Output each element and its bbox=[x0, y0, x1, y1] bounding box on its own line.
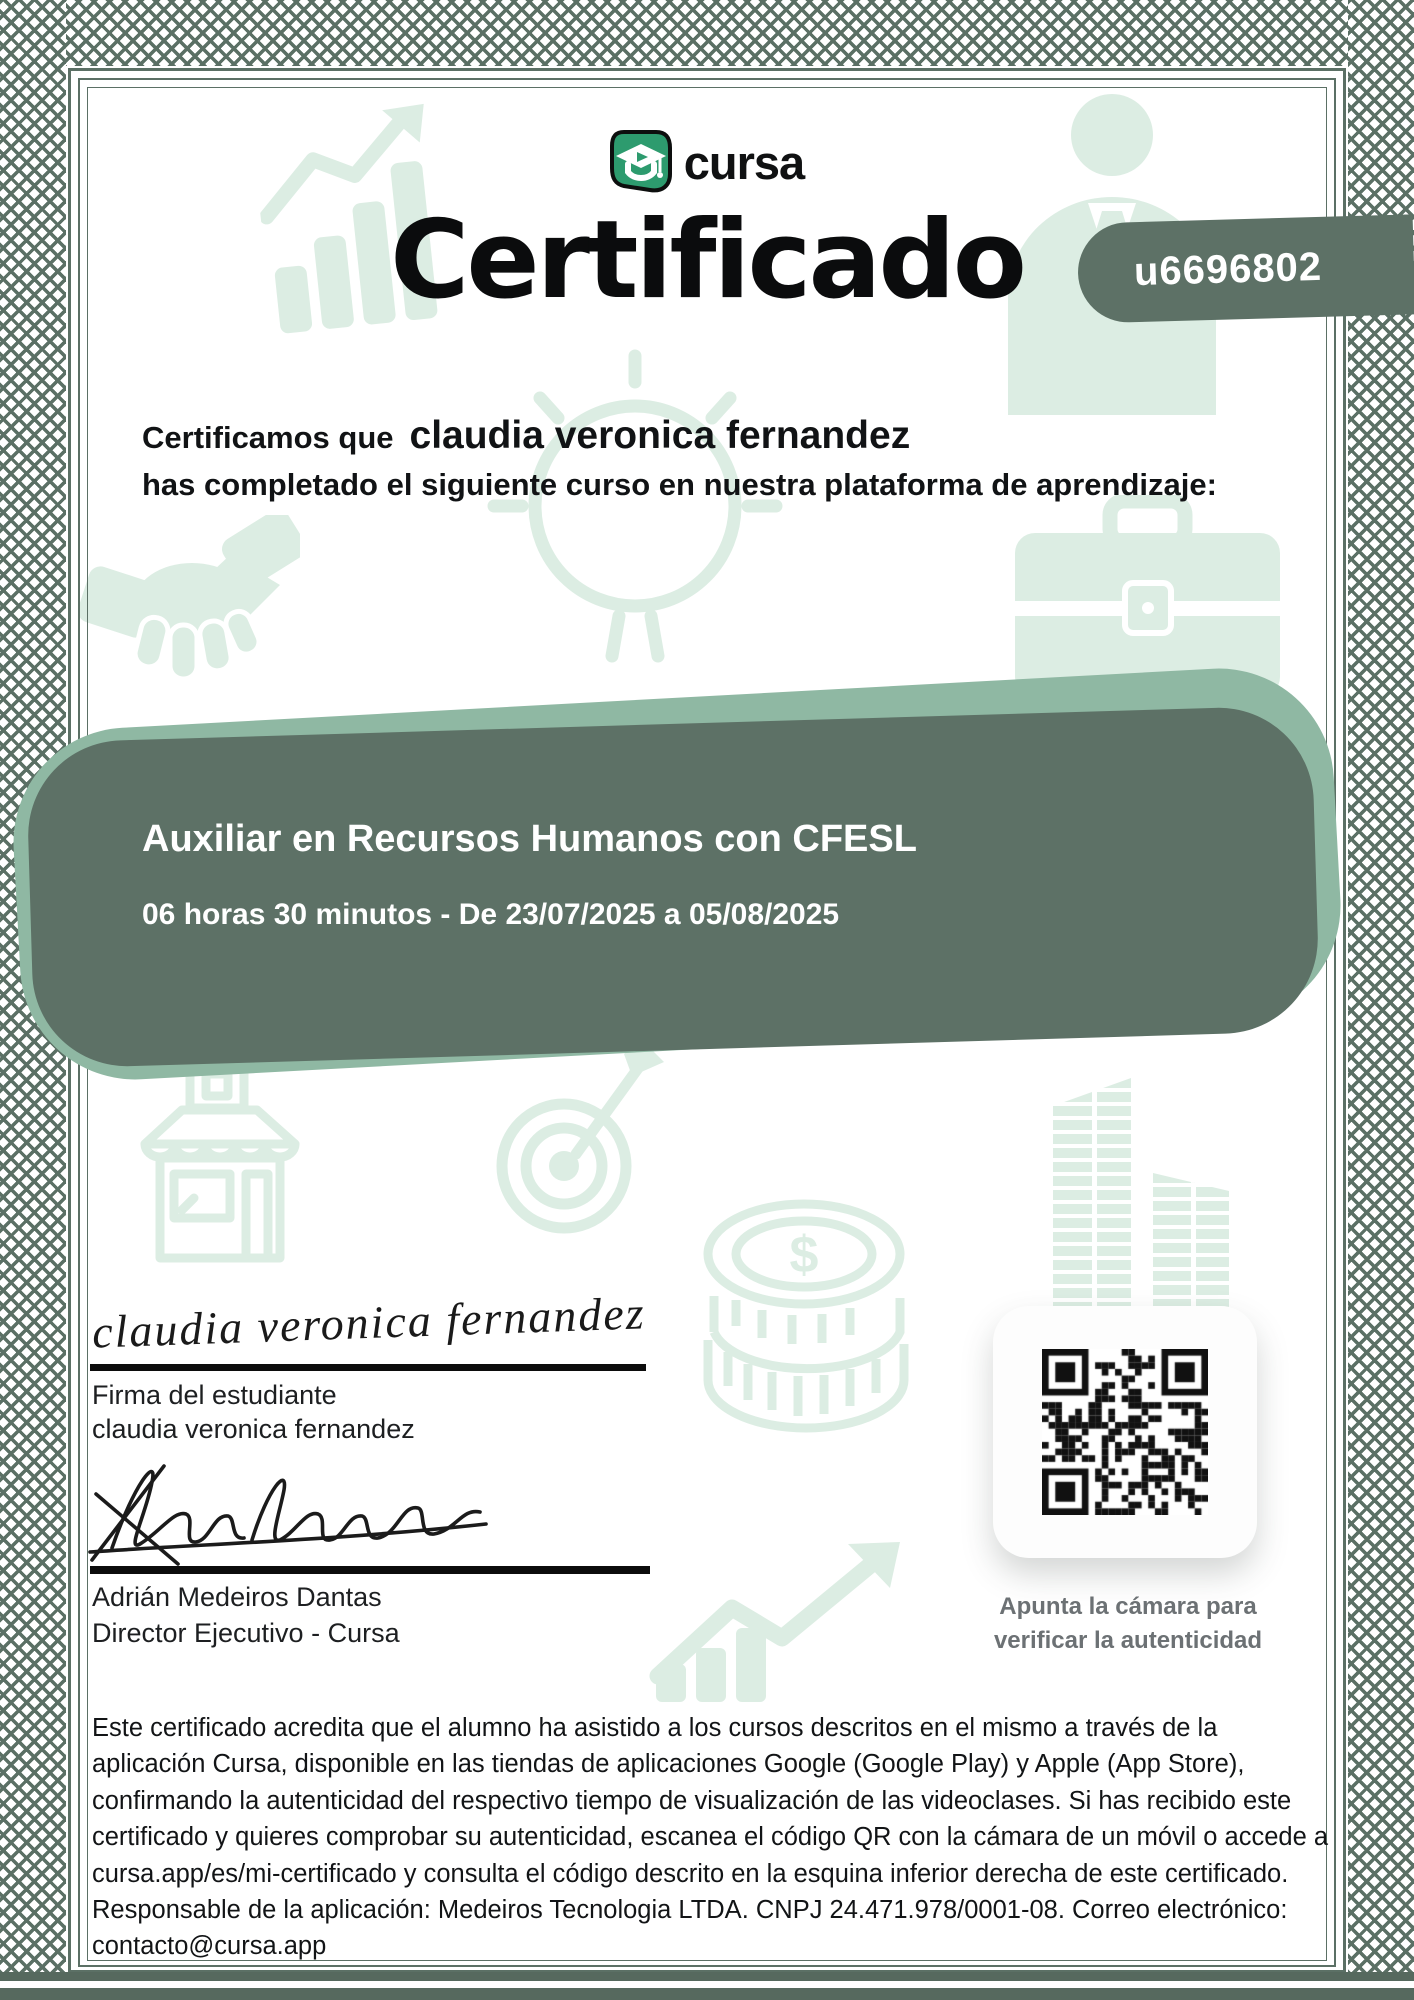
qr-card bbox=[993, 1306, 1257, 1558]
logo bbox=[0, 130, 1414, 194]
cursa-graduation-cap-icon bbox=[610, 130, 672, 194]
coins-watermark-icon bbox=[688, 1182, 920, 1440]
certificate-title: Certificado bbox=[390, 198, 1024, 323]
qr-caption bbox=[960, 1590, 1296, 1658]
qr-caption-line1: Apunta la cámara para bbox=[999, 1593, 1257, 1620]
course-blob bbox=[25, 705, 1320, 1069]
director-printed-name: Adrián Medeiros Dantas bbox=[92, 1582, 382, 1612]
disclaimer-text: Este certificado acredita que el alumno ha asistido a los cursos descritos en el mismo a través de la aplicación Cursa, disponible en las tiendas de aplicaciones Google (Google Play) y Apple (App Store), confirmando la autenticidad del respectivo tiempo de visualización de las videoclases. Si has recibido este certificado y quieres comprobar su autenticidad, escanea el código QR con la cámara de un móvil o accede a cursa.app/es/mi-certificado y consulta el código descrito en la esquina inferior derecha de este certificado. Responsable de la aplicación: Medeiros Tecnologia LTDA. CNPJ 24.471.978/0001-08. Correo electrónico: contacto@cursa.app bbox=[92, 1714, 1329, 1961]
footer-bar-bottom bbox=[0, 1988, 1414, 2000]
student-printed-name: claudia veronica fernandez bbox=[92, 1414, 415, 1444]
student-signature-line bbox=[90, 1364, 646, 1371]
qr-caption-line2: verificar la autenticidad bbox=[993, 1627, 1263, 1654]
svg-text:$: $ bbox=[789, 1226, 819, 1284]
director-signature-line bbox=[90, 1566, 650, 1574]
growth-arrow-watermark-icon bbox=[648, 1536, 906, 1704]
director-signature-script bbox=[82, 1448, 494, 1568]
director-role: Director Ejecutivo - Cursa bbox=[92, 1618, 400, 1648]
lightbulb-watermark-icon bbox=[470, 348, 800, 683]
course-details: 06 horas 30 minutos - De 23/07/2025 a 05/08/2025 bbox=[142, 898, 840, 931]
certificate-code: u6696802 bbox=[1133, 244, 1323, 294]
course-name: Auxiliar en Recursos Humanos con CFESL bbox=[142, 818, 917, 860]
certificate-code-badge bbox=[1077, 214, 1414, 323]
handshake-watermark-icon bbox=[80, 515, 300, 685]
certify-prefix: Certificamos que bbox=[142, 420, 394, 455]
qr-code bbox=[1042, 1349, 1208, 1515]
brand-name: cursa bbox=[683, 135, 805, 189]
intro-block bbox=[142, 414, 1217, 503]
target-watermark-icon bbox=[492, 1032, 672, 1244]
store-watermark-icon bbox=[132, 1052, 337, 1267]
certify-line2: has completado el siguiente curso en nuestra plataforma de aprendizaje: bbox=[142, 467, 1217, 502]
student-name: claudia veronica fernandez bbox=[409, 414, 911, 457]
border-pattern-top bbox=[0, 0, 1414, 66]
footer-bar-top bbox=[0, 1972, 1414, 1981]
student-signature-label: Firma del estudiante bbox=[92, 1380, 337, 1410]
student-signature-script: claudia veronica fernandez bbox=[91, 1287, 647, 1358]
